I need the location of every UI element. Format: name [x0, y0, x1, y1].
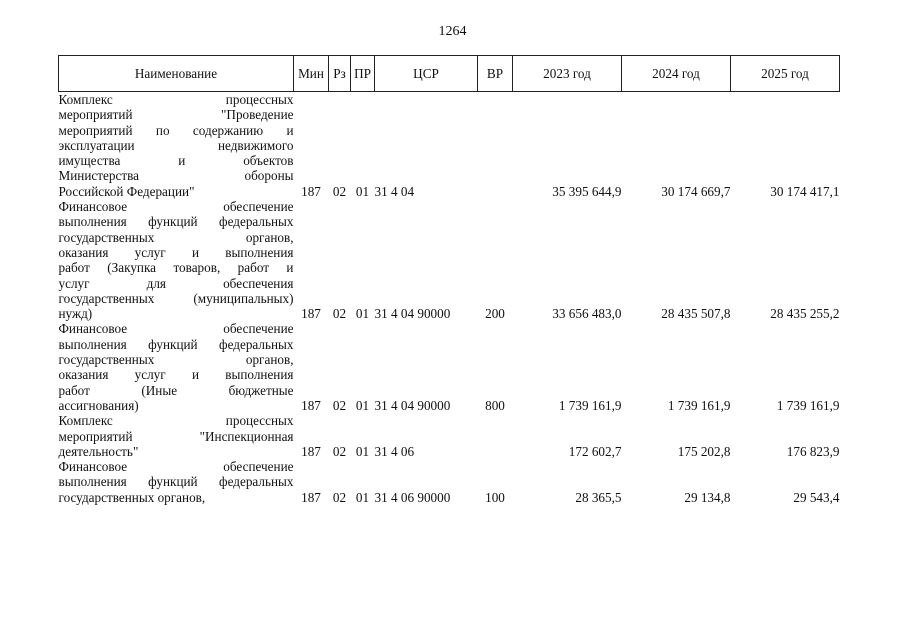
row-name-line: Российской Федерации" [58, 183, 195, 199]
header-min: Мин [294, 56, 329, 92]
row-min: 187 [301, 306, 321, 322]
row-name-line: мероприятий "Инспекционная [58, 428, 294, 444]
row-pr: 01 [355, 397, 370, 413]
header-2025: 2025 год [731, 56, 840, 92]
row-name-line: государственных (муниципальных) [58, 290, 294, 306]
row-rz: 02 [332, 306, 347, 322]
row-csr: 31 4 06 [374, 443, 415, 459]
row-rz: 02 [332, 183, 347, 199]
row-csr: 31 4 04 90000 [374, 306, 451, 322]
row-csr: 31 4 04 90000 [374, 397, 451, 413]
header-vr: ВР [478, 56, 513, 92]
row-name [59, 92, 294, 200]
table-body [59, 92, 840, 506]
row-vr [478, 92, 513, 200]
row-vr: 100 [485, 489, 505, 505]
header-name: Наименование [59, 56, 294, 92]
row-rz: 02 [332, 443, 347, 459]
row-csr: 31 4 06 90000 [374, 489, 451, 505]
row-csr: 31 4 04 [374, 183, 415, 199]
row-2025: 28 435 255,2 [770, 306, 840, 322]
row-name [59, 459, 294, 505]
table-row [59, 459, 840, 505]
row-name-line: государственных органов, [58, 229, 294, 245]
header-2023: 2023 год [513, 56, 622, 92]
row-2024: 175 202,8 [677, 443, 731, 459]
row-name-line: услуг для обеспечения [58, 275, 294, 291]
header-csr: ЦСР [375, 56, 478, 92]
row-name-line: Финансовое обеспечение [58, 459, 294, 475]
row-name-line: государственных органов, [58, 352, 294, 368]
row-name-line: Министерства обороны [58, 168, 294, 184]
row-name-line: государственных органов, [58, 489, 206, 505]
row-name-line: мероприятий по содержанию и [58, 122, 294, 138]
row-2025: 1 739 161,9 [776, 397, 840, 413]
row-pr: 01 [355, 443, 370, 459]
row-vr: 200 [485, 306, 505, 322]
row-2023: 1 739 161,9 [558, 397, 622, 413]
row-rz: 02 [332, 489, 347, 505]
row-2025: 29 543,4 [793, 489, 840, 505]
row-2024: 29 134,8 [684, 489, 731, 505]
row-name [59, 413, 294, 459]
row-name-line: эксплуатации недвижимого [58, 137, 294, 153]
row-min: 187 [301, 443, 321, 459]
row-name-line: работ (Закупка товаров, работ и [58, 260, 294, 276]
row-name-line: выполнения функций федеральных [58, 474, 294, 490]
row-name-line: оказания услуг и выполнения [58, 244, 294, 260]
row-rz: 02 [332, 397, 347, 413]
row-vr: 800 [485, 397, 505, 413]
row-name-line: Финансовое обеспечение [58, 321, 294, 337]
row-name-line: деятельность" [58, 443, 139, 459]
row-pr: 01 [355, 183, 370, 199]
table-row [59, 92, 840, 200]
row-2024: 30 174 669,7 [661, 183, 731, 199]
row-name-line: имущества и объектов [58, 153, 294, 169]
row-name-line: Комплекс процессных [58, 413, 294, 429]
budget-table [58, 55, 840, 505]
row-2023: 28 365,5 [575, 489, 622, 505]
row-min: 187 [301, 183, 321, 199]
row-2025: 30 174 417,1 [770, 183, 840, 199]
page-number: 1264 [438, 24, 467, 39]
header-pr: ПР [351, 56, 375, 92]
row-2025: 176 823,9 [786, 443, 840, 459]
row-name-line: работ (Иные бюджетные [58, 382, 294, 398]
row-min: 187 [301, 489, 321, 505]
row-2024: 1 739 161,9 [667, 397, 731, 413]
row-name [59, 199, 294, 321]
row-name-line: ассигнования) [58, 397, 139, 413]
row-min: 187 [301, 397, 321, 413]
header-2024: 2024 год [622, 56, 731, 92]
row-name-line: Комплекс процессных [58, 92, 294, 107]
table-row [59, 413, 840, 459]
row-name-line: выполнения функций федеральных [58, 336, 294, 352]
row-name-line: оказания услуг и выполнения [58, 367, 294, 383]
row-name [59, 321, 294, 413]
row-2023: 33 656 483,0 [552, 306, 622, 322]
row-name-line: выполнения функций федеральных [58, 214, 294, 230]
row-2023: 172 602,7 [568, 443, 622, 459]
table-row [59, 199, 840, 321]
row-vr [478, 413, 513, 459]
row-name-line: нужд) [58, 306, 93, 322]
table-row [59, 321, 840, 413]
row-pr: 01 [355, 306, 370, 322]
row-2024: 28 435 507,8 [661, 306, 731, 322]
table-header-row [59, 56, 840, 92]
header-rz: Рз [329, 56, 351, 92]
row-pr: 01 [355, 489, 370, 505]
row-name-line: мероприятий "Проведение [58, 107, 294, 123]
row-2023: 35 395 644,9 [552, 183, 622, 199]
row-name-line: Финансовое обеспечение [58, 199, 294, 215]
